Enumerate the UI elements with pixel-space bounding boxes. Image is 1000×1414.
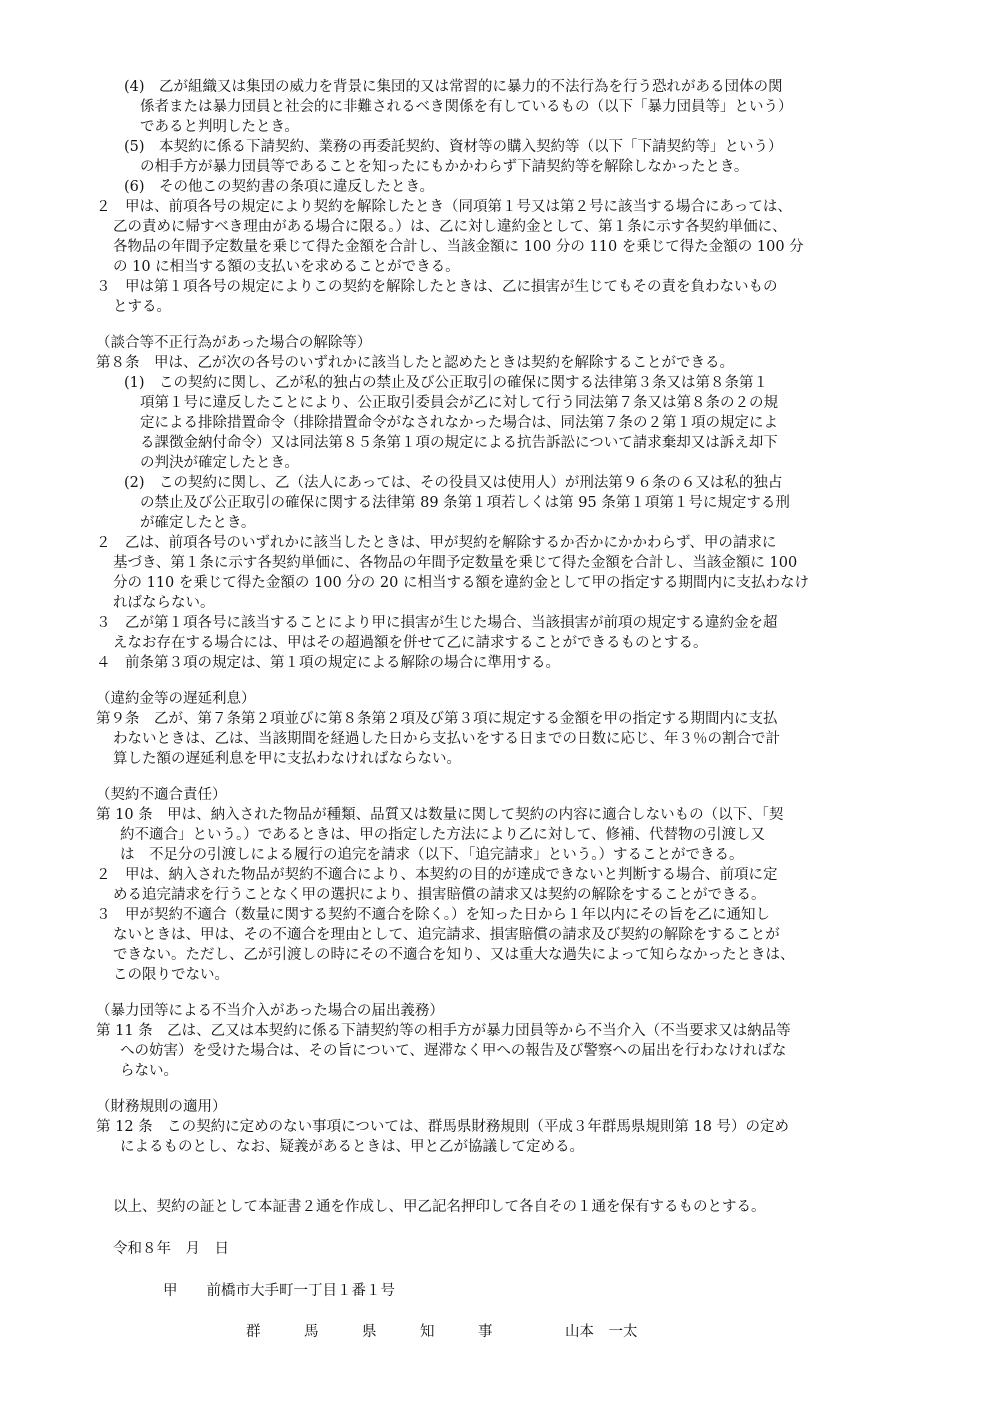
clause-7-1-item-5-cont: の相手方が暴力団員等であることを知ったにもかかわらず下請契約等を解除しなかったとき。 <box>140 159 749 175</box>
clause-7-3-cont: とする。 <box>113 299 171 315</box>
article-12-heading: （財務規則の適用） <box>96 1099 227 1115</box>
article-10-3-cont: この限りでない。 <box>113 967 229 983</box>
article-8-1-item-1-cont: 項第１号に違反したことにより、公正取引委員会が乙に対して行う同法第７条又は第８条の２の規 <box>140 395 778 411</box>
clause-7-2-cont: の 10 に相当する額の支払いを求めることができる。 <box>113 259 460 275</box>
article-8-2-cont: 基づき、第１条に示す各契約単価に、各物品の年間予定数量を乗じて得た金額を合計し、当該金額に 100 <box>113 555 798 571</box>
article-12: 第 12 条 この契約に定めのない事項については、群馬県財務規則（平成３年群馬県規則第 18 号）の定め <box>96 1119 790 1135</box>
article-8-3-cont: えなお存在する場合には、甲はその超過額を併せて乙に請求することができるものとする。 <box>113 635 708 651</box>
clause-7-1-item-6: (6) その他この契約書の条項に違反したとき。 <box>124 179 434 195</box>
clause-7-2: ２ 甲は、前項各号の規定により契約を解除したとき（同項第１号又は第２号に該当する場合にあっては、 <box>96 199 792 215</box>
article-8-1-item-2-cont: が確定したとき。 <box>140 515 256 531</box>
article-8-2-cont: 分の 110 を乗じて得た金額の 100 分の 20 に相当する額を違約金として甲の指定する期間内に支払わなけ <box>113 575 809 591</box>
article-8-1-item-1-cont: る課徴金納付命令）又は同法第８５条第１項の規定による抗告訴訟について請求棄却又は訴え却下 <box>140 435 778 451</box>
article-10-heading: （契約不適合責任） <box>96 787 227 803</box>
article-10-1-cont: 約不適合」という。）であるときは、甲の指定した方法により乙に対して、修補、代替物の引渡し又 <box>120 827 765 843</box>
article-10-2-cont: める追完請求を行うことなく甲の選択により、損害賠償の請求又は契約の解除をすることができる。 <box>113 887 766 903</box>
article-8-1-item-1-cont: 定による排除措置命令（排除措置命令がなされなかった場合は、同法第７条の２第１項の規定によ <box>140 415 778 431</box>
article-8-1: 第８条 甲は、乙が次の各号のいずれかに該当したと認めたときは契約を解除することができる。 <box>96 355 734 371</box>
article-8-1-item-2: (2) この契約に関し、乙（法人にあっては、その役員又は使用人）が刑法第９６条の６又は私的独占 <box>124 475 783 491</box>
article-10-1: 第 10 条 甲は、納入された物品が種類、品質又は数量に関して契約の内容に適合しないもの（以下、「契 <box>96 807 784 823</box>
article-8-1-item-2-cont: の禁止及び公正取引の確保に関する法律第 89 条第１項若しくは第 95 条第１項第１号に規定する刑 <box>140 495 790 511</box>
article-11: 第 11 条 乙は、乙又は本契約に係る下請契約等の相手方が暴力団員等から不当介入（不当要求又は納品等 <box>96 1023 791 1039</box>
party-ko-signatory: 群 馬 県 知 事 山本 一太 <box>246 1324 638 1340</box>
article-11-heading: （暴力団等による不当介入があった場合の届出義務） <box>96 1003 444 1019</box>
article-10-3-cont: できない。ただし、乙が引渡しの時にその不適合を知り、又は重大な過失によって知らなかったときは、 <box>113 947 795 963</box>
article-9-heading: （違約金等の遅延利息） <box>96 691 256 707</box>
article-8-3: ３ 乙が第１項各号に該当することにより甲に損害が生じた場合、当該損害が前項の規定する違約金を超 <box>96 615 778 631</box>
clause-7-1-item-4-cont: であると判明したとき。 <box>140 119 299 135</box>
article-8-2: ２ 乙は、前項各号のいずれかに該当したときは、甲が契約を解除するか否かにかかわらず、甲の請求に <box>96 535 777 551</box>
article-12-cont: によるものとし、なお、疑義があるときは、甲と乙が協議して定める。 <box>120 1139 584 1155</box>
article-9-cont: 算した額の遅延利息を甲に支払わなければならない。 <box>113 751 461 767</box>
article-8-4: ４ 前条第３項の規定は、第１項の規定による解除の場合に準用する。 <box>96 655 560 671</box>
clause-7-3: ３ 甲は第１項各号の規定によりこの契約を解除したときは、乙に損害が生じてもその責を負わないもの <box>96 279 778 295</box>
party-ko-address: 甲 前橋市大手町一丁目１番１号 <box>163 1283 395 1299</box>
article-8-2-cont: ればならない。 <box>113 595 215 611</box>
article-8-1-item-1: (1) この契約に関し、乙が私的独占の禁止及び公正取引の確保に関する法律第３条又は第８条第１ <box>124 375 769 391</box>
article-11-cont: への妨害）を受けた場合は、その旨について、遅滞なく甲への報告及び警察への届出を行わなければな <box>120 1043 787 1059</box>
article-10-1-cont: は 不足分の引渡しによる履行の追完を請求（以下、「追完請求」という。）することができる。 <box>120 847 744 863</box>
clause-7-1-item-5: (5) 本契約に係る下請契約、業務の再委託契約、資材等の購入契約等（以下「下請契約等」という） <box>124 139 783 155</box>
clause-7-1-item-4: (4) 乙が組織又は集団の威力を背景に集団的又は常習的に暴力的不法行為を行う恐れがある団体の関 <box>124 79 783 95</box>
article-9-cont: わないときは、乙は、当該期間を経過した日から支払いをする日までの日数に応じ、年３％の割合で計 <box>113 731 780 747</box>
clause-7-2-cont: 乙の責めに帰すべき理由がある場合に限る。）は、乙に対し違約金として、第１条に示す各契約単価に、 <box>113 219 787 235</box>
article-8-heading: （談合等不正行為があった場合の解除等） <box>96 335 372 351</box>
clause-7-1-item-4-cont: 係者または暴力団員と社会的に非難されるべき関係を有しているもの（以下「暴力団員等」という） <box>140 99 793 115</box>
article-8-1-item-1-cont: の判決が確定したとき。 <box>140 455 299 471</box>
article-10-2: ２ 甲は、納入された物品が契約不適合により、本契約の目的が達成できないと判断する場合、前項に定 <box>96 867 778 883</box>
clause-7-2-cont: 各物品の年間予定数量を乗じて得た金額を合計し、当該金額に 100 分の 110 を乗じて得た金額の 100 分 <box>113 239 804 255</box>
article-9: 第９条 乙が、第７条第２項並びに第８条第２項及び第３項に規定する金額を甲の指定する期間内に支払 <box>96 711 778 727</box>
contract-date: 令和８年 月 日 <box>113 1241 229 1257</box>
article-10-3-cont: ないときは、甲は、その不適合を理由として、追完請求、損害賠償の請求及び契約の解除をすることが <box>113 927 780 943</box>
article-11-cont: らない。 <box>120 1063 178 1079</box>
article-10-3: ３ 甲が契約不適合（数量に関する契約不適合を除く。）を知った日から１年以内にその旨を乙に通知し <box>96 907 770 923</box>
closing-statement: 以上、契約の証として本証書２通を作成し、甲乙記名押印して各自その１通を保有するものとする。 <box>113 1199 766 1215</box>
